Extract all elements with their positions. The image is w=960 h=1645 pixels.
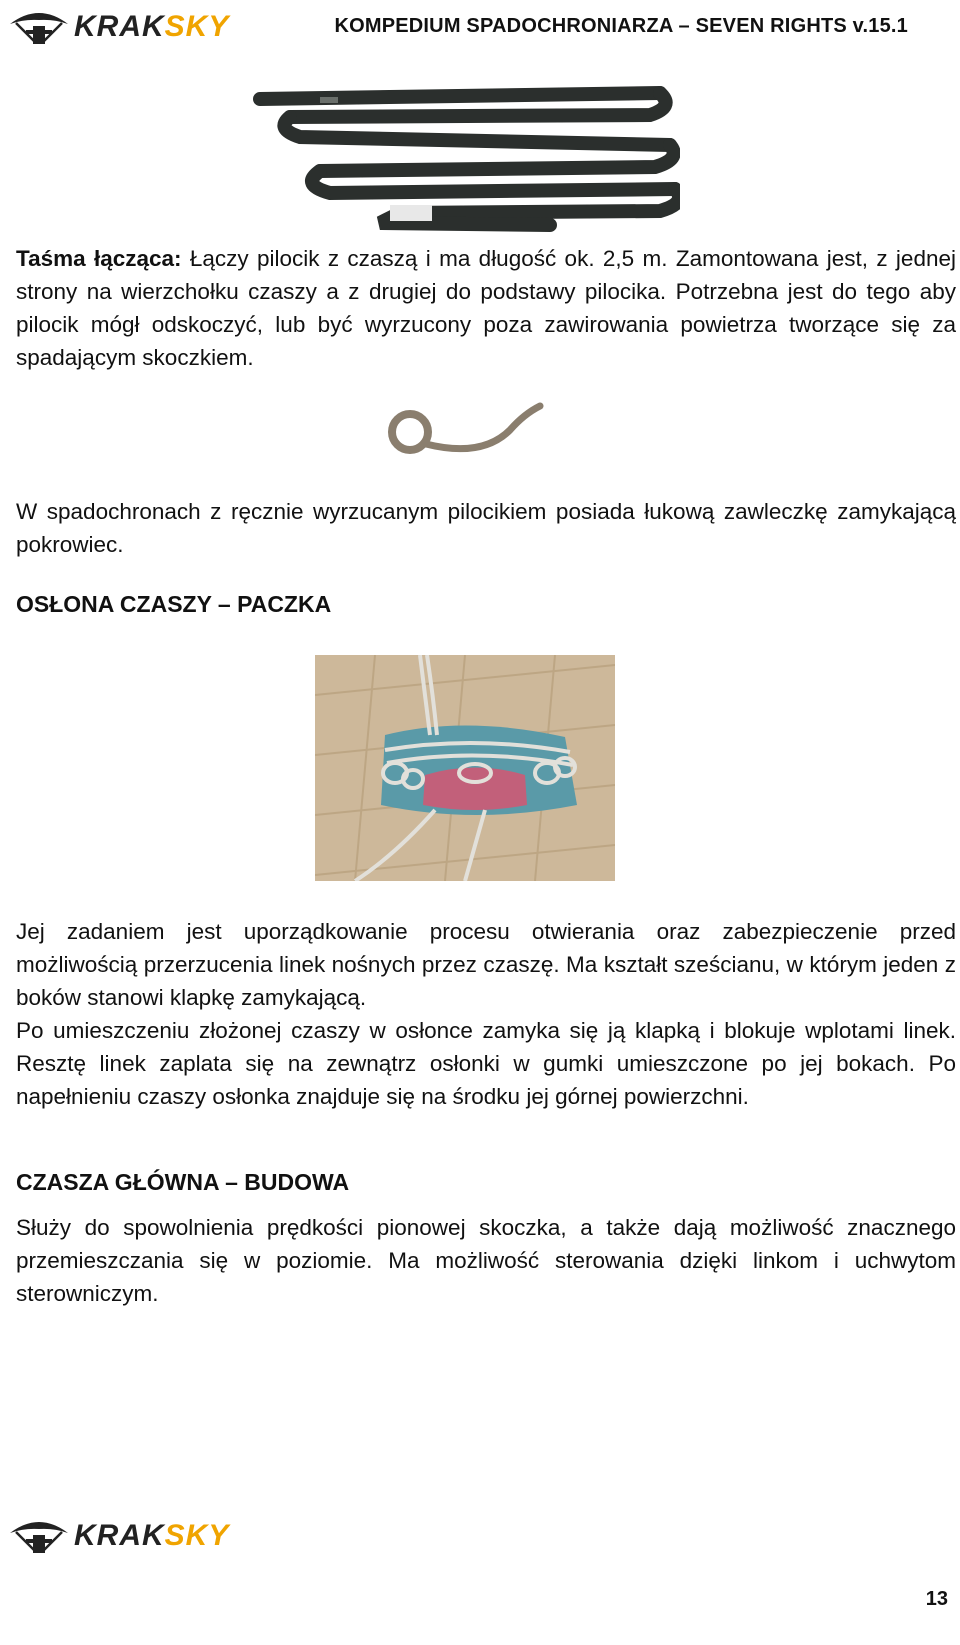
page-header — [0, 0, 960, 60]
section-heading-canopy-bag: OSŁONA CZASZY – PACZKA — [16, 591, 332, 617]
canopy-bag-paragraph-1: Jej zadaniem jest uporządkowanie procesu otwierania oraz zabezpieczenie przed możliwością przerzucenia linek nośnych przez czaszę. Ma kształt sześcianu, w którym jeden z boków stanowi klapkę zamykającą. — [16, 919, 956, 1010]
main-canopy-paragraph: Służy do spowolnienia prędkości pionowej skoczka, a także dają możliwość znacznego przemieszczania się w poziomie. Ma możliwość sterowania dzięki linkom i uchwytom sterowniczym. — [16, 1215, 956, 1306]
curved-pin-image — [382, 400, 547, 465]
connecting-strap-image — [250, 85, 680, 235]
footer-kraksky-logo — [8, 1515, 229, 1557]
page-number: 13 — [925, 1588, 948, 1610]
footer-parachute-icon — [8, 1515, 70, 1557]
curved-pin-paragraph: W spadochronach z ręcznie wyrzucanym pilocikiem posiada łukową zawleczkę zamykającą pokrowiec. — [16, 499, 956, 557]
canopy-bag-paragraph-2: Po umieszczeniu złożonej czaszy w osłonce zamyka się ją klapką i blokuje wplotami linek. Resztę linek zaplata się na zewnątrz osłonki w gumki umieszczone po jej bokach. Po napełnieniu czaszy osłonka znajduje się na środku jej górnej powierzchni. — [16, 1018, 956, 1109]
deployment-bag-photo — [315, 655, 615, 881]
document-title: KOMPEDIUM SPADOCHRONIARZA – SEVEN RIGHTS v.15.1 — [334, 15, 908, 37]
footer-brand-right: SKY — [164, 1519, 230, 1552]
connecting-strap-paragraph — [16, 242, 956, 374]
connecting-strap-label: Taśma łącząca: — [16, 246, 182, 271]
footer-brand-wordmark — [74, 1521, 229, 1551]
brand-right: SKY — [164, 10, 230, 43]
kraksky-logo — [8, 6, 229, 48]
brand-wordmark — [74, 12, 229, 42]
parachute-icon — [8, 6, 70, 48]
footer-brand-left: KRAK — [74, 1519, 165, 1552]
brand-left: KRAK — [74, 10, 165, 43]
connecting-strap-text: Łączy pilocik z czaszą i ma długość ok. 2,5 m. Zamontowana jest, z jednej strony na wierzchołku czaszy a z drugiej do podstawy pilocika. Potrzebna jest do tego aby pilocik mógł odskoczyć, lub być wyrzucony poza zawirowania powietrza tworzące się za spadającym skoczkiem. — [16, 246, 956, 370]
section-heading-main-canopy: CZASZA GŁÓWNA – BUDOWA — [16, 1169, 350, 1195]
